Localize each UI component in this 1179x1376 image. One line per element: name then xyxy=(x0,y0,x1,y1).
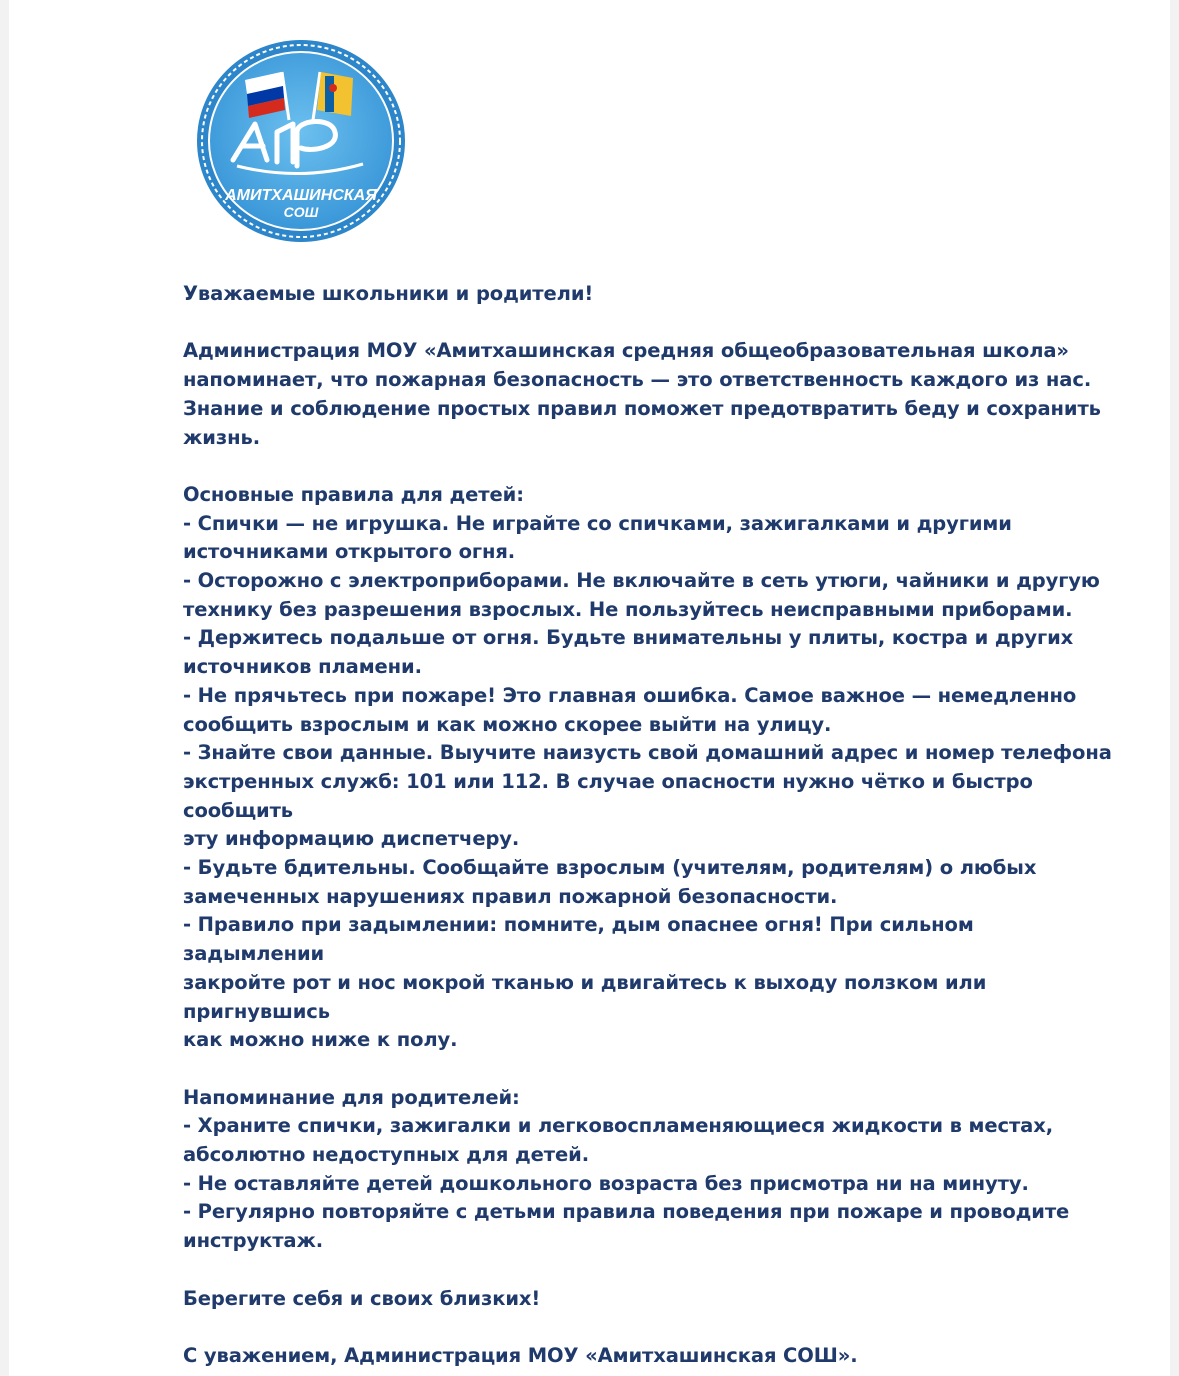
children-rules xyxy=(183,510,1113,1055)
rule-line: абсолютно недоступных для детей. xyxy=(183,1143,590,1167)
rule-line: - Регулярно повторяйте с детьми правила поведения при пожаре и проводите xyxy=(183,1200,1070,1224)
school-emblem-logo xyxy=(185,32,417,250)
intro-line: жизнь. xyxy=(183,425,261,449)
intro-paragraph xyxy=(183,337,1113,452)
parents-heading: Напоминание для родителей: xyxy=(183,1085,520,1109)
rule-line: - Спички — не игрушка. Не играйте со спичками, зажигалками и другими xyxy=(183,511,1012,535)
rule-line: - Держитесь подальше от огня. Будьте внимательны у плиты, костра и других xyxy=(183,626,1074,650)
letter-body xyxy=(183,280,1113,1371)
rule-line: - Правило при задымлении: помните, дым опаснее огня! При сильном задымлении xyxy=(183,913,974,966)
rule-line: замеченных нарушениях правил пожарной безопасности. xyxy=(183,884,838,908)
rule-line: - Знайте свои данные. Выучите наизусть свой домашний адрес и номер телефона xyxy=(183,741,1112,765)
intro-line: напоминает, что пожарная безопасность — это ответственность каждого из нас. xyxy=(183,368,1092,392)
rule-line: - Будьте бдительны. Сообщайте взрослым (учителям, родителям) о любых xyxy=(183,856,1037,880)
rule-line: сообщить взрослым и как можно скорее выйти на улицу. xyxy=(183,712,832,736)
rule-line: экстренных служб: 101 или 112. В случае опасности нужно чётко и быстро сообщить xyxy=(183,769,1033,822)
rule-line: инструктаж. xyxy=(183,1229,324,1253)
parents-rules xyxy=(183,1112,1113,1256)
emblem-text-1: АМИТХАШИНСКАЯ xyxy=(225,187,377,204)
children-heading: Основные правила для детей: xyxy=(183,482,524,506)
rule-line: - Не прячьтесь при пожаре! Это главная ошибка. Самое важное — немедленно xyxy=(183,683,1077,707)
rule-line: эту информацию диспетчеру. xyxy=(183,827,520,851)
closing-line: Берегите себя и своих близких! xyxy=(183,1286,541,1310)
rule-line: - Осторожно с электроприборами. Не включайте в сеть утюги, чайники и другую xyxy=(183,569,1100,592)
rule-line: - Не оставляйте детей дошкольного возраста без присмотра ни на минуту. xyxy=(183,1171,1029,1195)
intro-line: Администрация МОУ «Амитхашинская средняя общеобразовательная школа» xyxy=(183,339,1069,363)
greeting: Уважаемые школьники и родители! xyxy=(183,282,594,305)
document-page xyxy=(9,0,1170,1376)
rule-line: закройте рот и нос мокрой тканью и двигайтесь к выходу ползком или пригнувшись xyxy=(183,970,987,1023)
rule-line: источниками открытого огня. xyxy=(183,540,516,564)
rule-line: источников пламени. xyxy=(183,655,422,679)
rule-line: технику без разрешения взрослых. Не пользуйтесь неисправными приборами. xyxy=(183,597,1073,621)
signature: С уважением, Администрация МОУ «Амитхашинская СОШ». xyxy=(183,1343,858,1367)
rule-line: - Храните спички, зажигалки и легковоспламеняющиеся жидкости в местах, xyxy=(183,1114,1054,1138)
rule-line: как можно ниже к полу. xyxy=(183,1028,458,1052)
emblem-text-2: СОШ xyxy=(283,204,319,220)
intro-line: Знание и соблюдение простых правил поможет предотвратить беду и сохранить xyxy=(183,396,1101,420)
